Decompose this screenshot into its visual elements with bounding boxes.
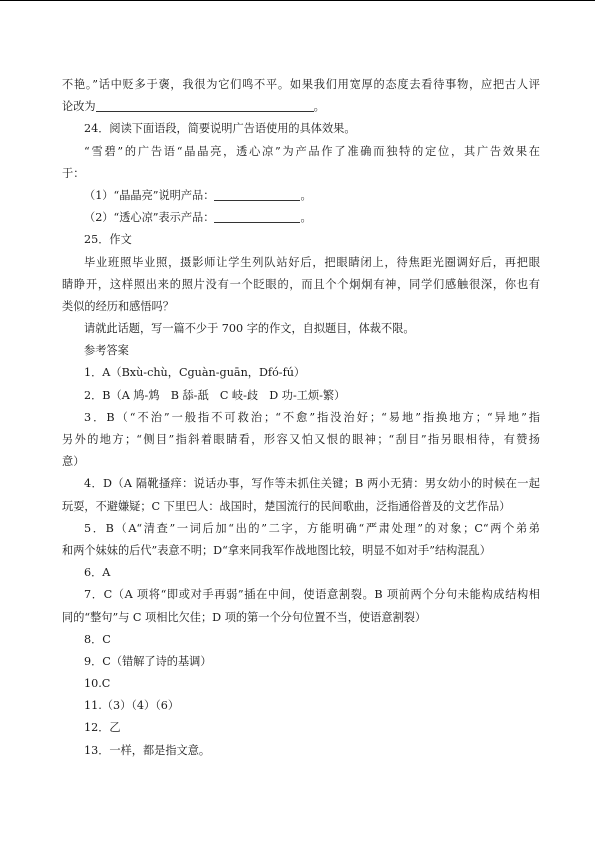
line-text: （1）“晶晶亮”说明产品： <box>84 188 215 202</box>
text-line: 6．A <box>84 566 111 580</box>
answer-blank[interactable] <box>214 208 300 223</box>
text-line: 24．阅读下面语段，简要说明广告语使用的具体效果。 <box>84 122 356 136</box>
text-line: 8．C <box>84 632 111 646</box>
answer-blank[interactable] <box>214 186 300 201</box>
text-line: 1．A（Bxù-chù，Cguàn-guān，Dfó-fú） <box>84 366 306 380</box>
answer-blank[interactable] <box>96 97 314 112</box>
text-line: 玩耍，不避嫌疑；C 下里巴人：战国时，楚国流行的民间歌曲，泛指通俗普及的文艺作品） <box>62 499 511 513</box>
text-line: 11.（3）（4）（6） <box>84 699 180 713</box>
line-text: 。 <box>313 100 325 114</box>
line-text: 。 <box>300 188 312 202</box>
text-line <box>62 185 540 207</box>
text-line: 25．作文 <box>84 233 132 247</box>
document-body <box>62 74 540 762</box>
text-line: 另外的地方；“侧目”指斜着眼睛看，形容又怕又恨的眼神；“刮目”指另眼相待，有赞扬 <box>62 433 540 446</box>
text-line: 7．C（A 项将“即或对手再弱”插在中间，使语意割裂。B 项前两个分句未能构成结构相 <box>84 588 540 602</box>
text-line: 和两个妹妹的后代”表意不明；D“拿来同我军作战地图比较，明显不如对手”结构混乱） <box>62 543 491 557</box>
text-line: 类似的经历和感悟吗？ <box>62 299 174 313</box>
text-line: 9．C（错解了诗的基调） <box>84 654 212 668</box>
text-line: 睛睁开，这样照出来的照片没有一个眨眼的，而且个个炯炯有神，同学们感触很深，你也有 <box>62 277 540 291</box>
text-line: 13．一样，都是指文意。 <box>84 743 211 757</box>
text-line: 毕业班照毕业照，摄影师让学生列队站好后，把眼睛闭上，待焦距光圈调好后，再把眼 <box>84 255 540 269</box>
text-line: “雪碧”的广告语“晶晶亮，透心凉”为产品作了准确而独特的定位，其广告效果在 <box>84 144 540 158</box>
top-rule <box>0 0 595 1</box>
text-line: 3．B（“不治”一般指不可救治；“不愈”指没治好；“易地”指换地方；“异地”指 <box>84 410 540 424</box>
line-text: 。 <box>300 211 312 225</box>
text-line <box>62 207 540 229</box>
text-line: 不艳。”话中贬多于褒，我很为它们鸣不平。如果我们用宽厚的态度去看待事物，应把古人评 <box>62 78 540 91</box>
line-text: （2）“透心凉”表示产品： <box>84 211 215 225</box>
text-line: 12．乙 <box>84 721 121 735</box>
text-line: 意） <box>62 455 85 469</box>
text-line <box>62 96 540 118</box>
text-line: 2．B（A 鸠-鸩 B 舔-舐 C 岐-歧 D 功-工烦-繁） <box>84 388 346 402</box>
text-line: 请就此话题，写一篇不少于 700 字的作文，自拟题目，体裁不限。 <box>84 322 415 336</box>
text-line: 同的“整句”与 C 项相比欠佳；D 项的第一个分句位置不当，使语意割裂） <box>62 610 427 624</box>
text-line: 参考答案 <box>84 344 129 358</box>
text-line: 于： <box>62 166 85 180</box>
text-line: 10.C <box>84 677 111 691</box>
text-line: 4．D（A 隔靴搔痒：说话办事，写作等未抓住关键；B 两小无猜：男女幼小的时候在一起 <box>84 477 540 491</box>
line-text: 论改为 <box>62 100 96 114</box>
text-line: 5．B（A“清查”一词后加“出的”二字，方能明确“严肃处理”的对象；C“两个弟弟 <box>84 521 540 535</box>
